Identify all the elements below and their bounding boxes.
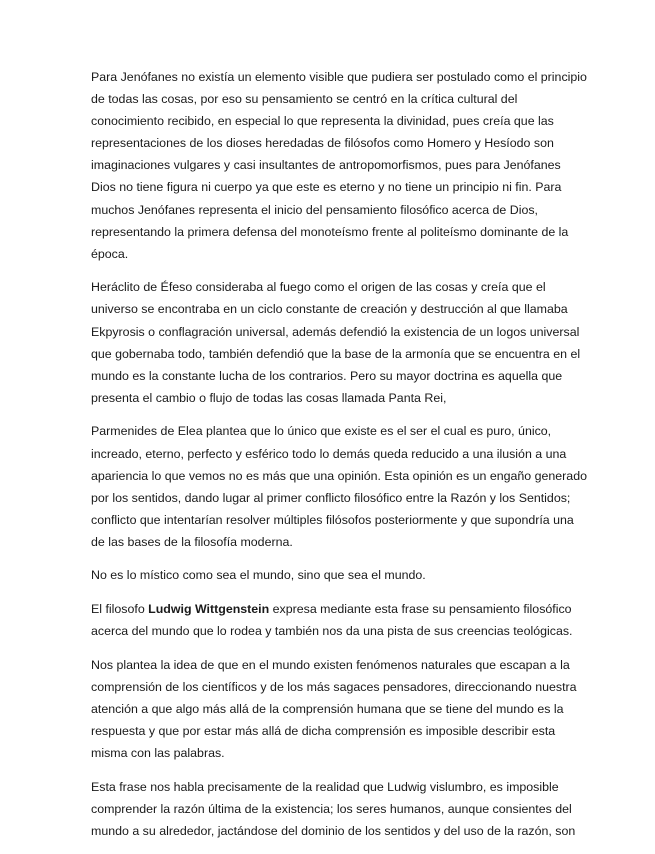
text-line: conflicto que intentarían resolver múltiples filósofos posteriormente y que supondría una (91, 512, 574, 527)
text-line: Dios no tiene figura ni cuerpo ya que este es eterno y no tiene un principio ni fin. Para (91, 180, 562, 195)
text-line: muchos Jenófanes representa el inicio del pensamiento filosófico acerca de Dios, (91, 202, 539, 217)
text-line: Parmenides de Elea plantea que lo único que existe es el ser el cual es puro, único, (91, 424, 552, 439)
text-line: conocimiento recibido, en especial lo que representa la divinidad, pues creía que las (91, 114, 554, 129)
text-line: representaciones de los dioses heredadas de filósofos como Homero y Hesíodo son (91, 136, 554, 151)
paragraph-realidad (91, 776, 576, 842)
paragraph-parmenides (91, 420, 587, 553)
text-line: de las bases de la filosofía moderna. (91, 534, 293, 549)
text-line: época. (91, 246, 129, 261)
text-line: No es lo místico como sea el mundo, sino que sea el mundo. (91, 568, 426, 583)
text-run: El filosofo (91, 602, 149, 617)
text-line (91, 598, 572, 620)
paragraph-fenomenos (91, 654, 577, 764)
text-line: apariencia lo que vemos no es más que una opinión. Esta opinión es un engaño generado (91, 468, 587, 483)
text-line: comprender la razón última de la existencia; los seres humanos, aunque consientes del (91, 801, 572, 816)
bold-name: Ludwig Wittgenstein (148, 602, 270, 617)
text-line: de todas las cosas, por eso su pensamiento se centró en la crítica cultural del (91, 92, 518, 107)
text-line: atención a que algo más allá de la comprensión humana que se tiene del mundo es la (91, 701, 564, 716)
text-line: Esta frase nos habla precisamente de la realidad que Ludwig vislumbro, es imposible (91, 779, 559, 794)
text-line: por los sentidos, dando lugar al primer conflicto filosófico entre la Razón y los Sentidos; (91, 490, 571, 505)
document-page (91, 66, 587, 854)
text-line: mundo a su alrededor, jactándose del dominio de los sentidos y del uso de la razón, son (91, 823, 576, 838)
text-line: respuesta y que por estar más allá de dicha comprensión es imposible describir esta (91, 724, 556, 739)
text-line: universo se encontraba en un ciclo constante de creación y destrucción al que llamaba (91, 302, 568, 317)
text-line: presenta el cambio o flujo de todas las cosas llamada Panta Rei, (91, 390, 447, 405)
text-line: increado, eterno, perfecto y esférico todo lo demás queda reducido a una ilusión a una (91, 446, 567, 461)
paragraph-wittgenstein (91, 598, 573, 642)
paragraph-heraclito (91, 276, 581, 409)
text-line: acerca del mundo que lo rodea y también nos da una pista de sus creencias teológicas. (91, 624, 573, 639)
text-line: representando la primera defensa del monoteísmo frente al politeísmo dominante de la (91, 224, 569, 239)
text-line: comprensión de los científicos y de los más sagaces pensadores, direccionando nuestra (91, 679, 577, 694)
text-line: Nos plantea la idea de que en el mundo existen fenómenos naturales que escapan a la (91, 657, 570, 672)
paragraph-jenofanes (91, 66, 587, 265)
text-line: Ekpyrosis o conflagración universal, además defendió la existencia de un logos universal (91, 324, 580, 339)
text-line: Heráclito de Éfeso consideraba al fuego como el origen de las cosas y creía que el (91, 280, 546, 295)
text-run: expresa mediante esta frase su pensamiento filosófico (269, 602, 572, 617)
text-line: que gobernaba todo, también defendió que la base de la armonía que se encuentra en el (91, 346, 581, 361)
text-line: misma con las palabras. (91, 746, 225, 761)
paragraph-quote (91, 564, 569, 586)
text-line: mundo es la constante lucha de los contrarios. Pero su mayor doctrina es aquella que (91, 368, 563, 383)
text-line: Para Jenófanes no existía un elemento visible que pudiera ser postulado como el principio (91, 70, 587, 84)
text-line: imaginaciones vulgares y casi insultantes de antropomorfismos, pues para Jenófanes (91, 158, 561, 173)
